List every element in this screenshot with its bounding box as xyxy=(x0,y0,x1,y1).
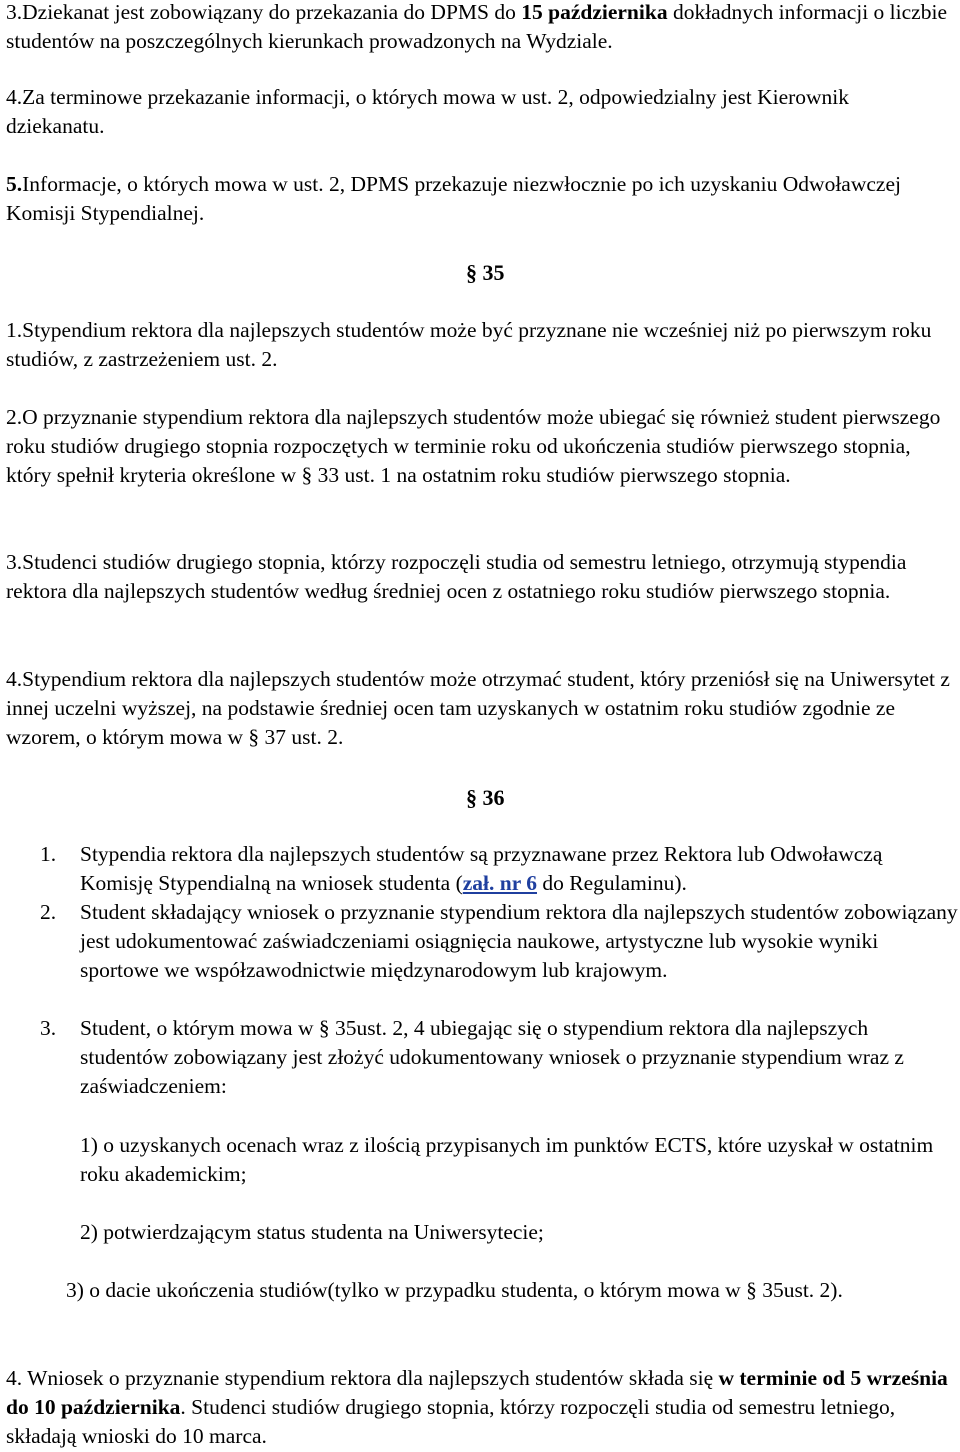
list-number: 2. xyxy=(40,900,57,924)
paragraph-text: Informacje, o których mowa w ust. 2, DPMS przekazuje niezwłocznie po ich uzyskaniu Odwoławczej Komisji Stypendialnej. xyxy=(6,172,901,225)
paragraph-text: . Studenci studiów drugiego stopnia, którzy rozpoczęli studia od semestru letniego, składają wnioski do 10 marca. xyxy=(6,1395,896,1448)
s35-paragraph-3: 3.Studenci studiów drugiego stopnia, którzy rozpoczęli studia od semestru letniego, otrzymują stypendia rektora dla najlepszych studentów według średniej ocen z ostatniego roku studiów pierwszego stopnia. xyxy=(6,550,907,603)
s36-subitem-1: 1) o uzyskanych ocenach wraz z ilością przypisanych im punktów ECTS, które uzyskał w ostatnim roku akademickim; xyxy=(80,1133,934,1186)
list-number: 3. xyxy=(40,1016,57,1040)
paragraph-text: dokładnych informacji o liczbie studentów na poszczególnych kierunkach prowadzonych na Wydziale. xyxy=(6,0,947,53)
paragraph-text: 4. Wniosek o przyznanie stypendium rektora dla najlepszych studentów składa się xyxy=(6,1366,719,1390)
paragraph-3-dziekanat xyxy=(6,0,958,56)
section-36-heading: § 36 xyxy=(466,785,505,810)
paragraph-4-kierownik: 4.Za terminowe przekazanie informacji, o których mowa w ust. 2, odpowiedzialny jest Kierownik dziekanatu. xyxy=(6,85,850,138)
list-item-text: Student, o którym mowa w § 35ust. 2, 4 ubiegając się o stypendium rektora dla najlepszych studentów zobowiązany jest złożyć udokumentowany wniosek o przyznanie stypendium wraz z zaświadczeniem: xyxy=(80,1016,904,1098)
s36-paragraph-4 xyxy=(6,1364,958,1451)
attachment-6-link[interactable]: zał. nr 6 xyxy=(462,871,538,895)
list-item-text xyxy=(80,840,958,898)
paragraph-5-informacje xyxy=(6,170,958,228)
deadline-bold: 15 października xyxy=(521,0,668,24)
list-number: 1. xyxy=(40,842,57,866)
section-35-heading: § 35 xyxy=(466,260,505,285)
paragraph-text: 3.Dziekanat jest zobowiązany do przekazania do DPMS do xyxy=(6,0,522,24)
deadline-bold: w terminie od 5 września do 10 października xyxy=(6,1366,948,1419)
paragraph-number: 5. xyxy=(6,172,23,196)
s35-paragraph-2: 2.O przyznanie stypendium rektora dla najlepszych studentów może ubiegać się również student pierwszego roku studiów drugiego stopnia rozpoczętych w terminie roku od ukończenia studiów pierwszego stopnia, który spełnił kryteria określone w § 33 ust. 1 na ostatnim roku studiów pierwszego stopnia. xyxy=(6,405,941,487)
s36-subitem-2: 2) potwierdzającym status studenta na Uniwersytecie; xyxy=(80,1220,544,1244)
s35-paragraph-4: 4.Stypendium rektora dla najlepszych studentów może otrzymać student, który przeniósł się na Uniwersytet z innej uczelni wyższej, na podstawie średniej ocen tam uzyskanych w ostatnim roku studiów zgodnie ze wzorem, o którym mowa w § 37 ust. 2. xyxy=(6,667,950,749)
list-item-text-part: do Regulaminu). xyxy=(537,871,687,895)
s35-paragraph-1: 1.Stypendium rektora dla najlepszych studentów może być przyznane nie wcześniej niż po pierwszym roku studiów, z zastrzeżeniem ust. 2. xyxy=(6,318,932,371)
s36-subitem-3: 3) o dacie ukończenia studiów(tylko w przypadku studenta, o którym mowa w § 35ust. 2). xyxy=(66,1278,843,1302)
list-item-text-part: Stypendia rektora dla najlepszych studentów są przyznawane przez Rektora lub Odwoławczą Komisję Stypendialną na wniosek studenta ( xyxy=(80,842,883,895)
list-item-text: Student składający wniosek o przyznanie stypendium rektora dla najlepszych studentów zobowiązany jest udokumentować zaświadczeniami osiągnięcia naukowe, artystyczne lub wysokie wyniki sportowe we współzawodnictwie międzynarodowym lub krajowym. xyxy=(80,900,958,982)
